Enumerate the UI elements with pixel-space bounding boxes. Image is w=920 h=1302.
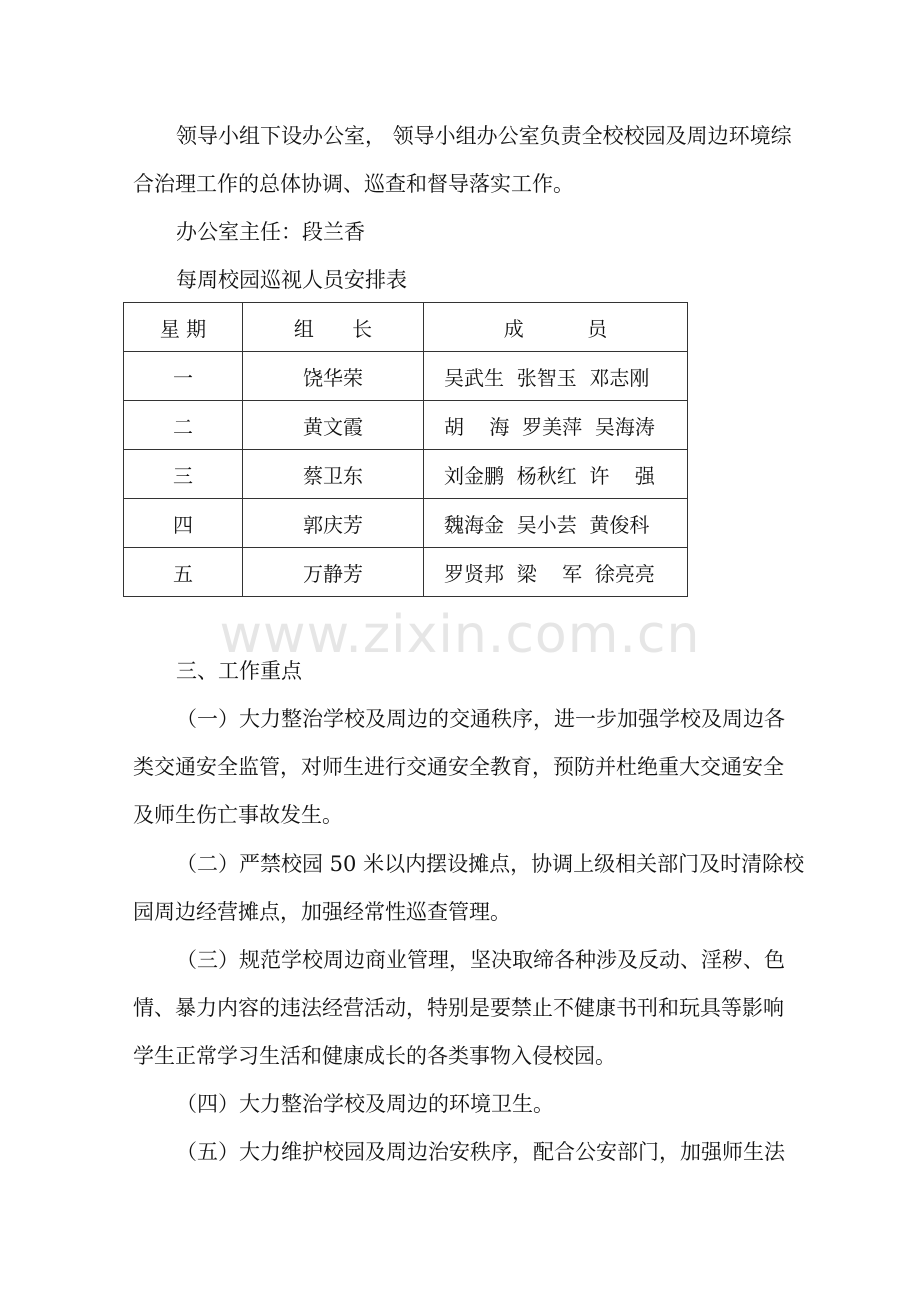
cell-weekday: 一: [124, 352, 243, 401]
table-header-row: [124, 303, 688, 352]
section-heading: 三、工作重点: [176, 659, 302, 683]
paragraph-line: 及师生伤亡事故发生。: [133, 803, 343, 827]
cell-leader: 黄文霞: [243, 401, 424, 450]
table-row: [124, 401, 688, 450]
table-row: [124, 450, 688, 499]
table-row: [124, 548, 688, 597]
patrol-schedule-table: [123, 302, 688, 597]
cell-leader: 万静芳: [243, 548, 424, 597]
cell-weekday: 四: [124, 499, 243, 548]
cell-leader: 蔡卫东: [243, 450, 424, 499]
header-leader: 组 长: [243, 303, 424, 352]
watermark: www.zixin.com.cn: [219, 605, 701, 665]
paragraph-line: 类交通安全监管，对师生进行交通安全教育，预防并杜绝重大交通安全: [133, 755, 784, 779]
paragraph-line: （一）大力整治学校及周边的交通秩序，进一步加强学校及周边各: [176, 707, 785, 731]
paragraph-line: （四）大力整治学校及周边的环境卫生。: [176, 1092, 554, 1116]
cell-weekday: 二: [124, 401, 243, 450]
paragraph-line: （五）大力维护校园及周边治安秩序，配合公安部门，加强师生法: [176, 1140, 785, 1164]
cell-leader: 饶华荣: [243, 352, 424, 401]
paragraph-line: 学生正常学习生活和健康成长的各类事物入侵校园。: [133, 1044, 616, 1068]
header-weekday: 星 期: [124, 303, 243, 352]
header-members: 成 员: [424, 303, 688, 352]
cell-leader: 郭庆芳: [243, 499, 424, 548]
table-row: [124, 499, 688, 548]
cell-members: 魏海金 吴小芸 黄俊科: [424, 499, 688, 548]
paragraph-line: （三）规范学校周边商业管理，坚决取缔各种涉及反动、淫秽、色: [176, 948, 785, 972]
paragraph-line: 园周边经营摊点，加强经常性巡查管理。: [133, 900, 511, 924]
cell-members: 吴武生 张智玉 邓志刚: [424, 352, 688, 401]
paragraph-line: 合治理工作的总体协调、巡查和督导落实工作。: [133, 172, 574, 196]
cell-members: 胡 海 罗美萍 吴海涛: [424, 401, 688, 450]
cell-weekday: 五: [124, 548, 243, 597]
table-row: [124, 352, 688, 401]
cell-members: 罗贤邦 梁 军 徐亮亮: [424, 548, 688, 597]
cell-weekday: 三: [124, 450, 243, 499]
paragraph-line: （二）严禁校园 50 米以内摆设摊点，协调上级相关部门及时清除校: [176, 852, 805, 876]
paragraph-line: 情、暴力内容的违法经营活动，特别是要禁止不健康书刊和玩具等影响: [133, 996, 784, 1020]
cell-members: 刘金鹏 杨秋红 许 强: [424, 450, 688, 499]
office-director-line: 办公室主任：段兰香: [176, 220, 365, 244]
paragraph-line: 领导小组下设办公室， 领导小组办公室负责全校校园及周边环境综: [176, 124, 792, 148]
table-caption: 每周校园巡视人员安排表: [176, 268, 407, 292]
